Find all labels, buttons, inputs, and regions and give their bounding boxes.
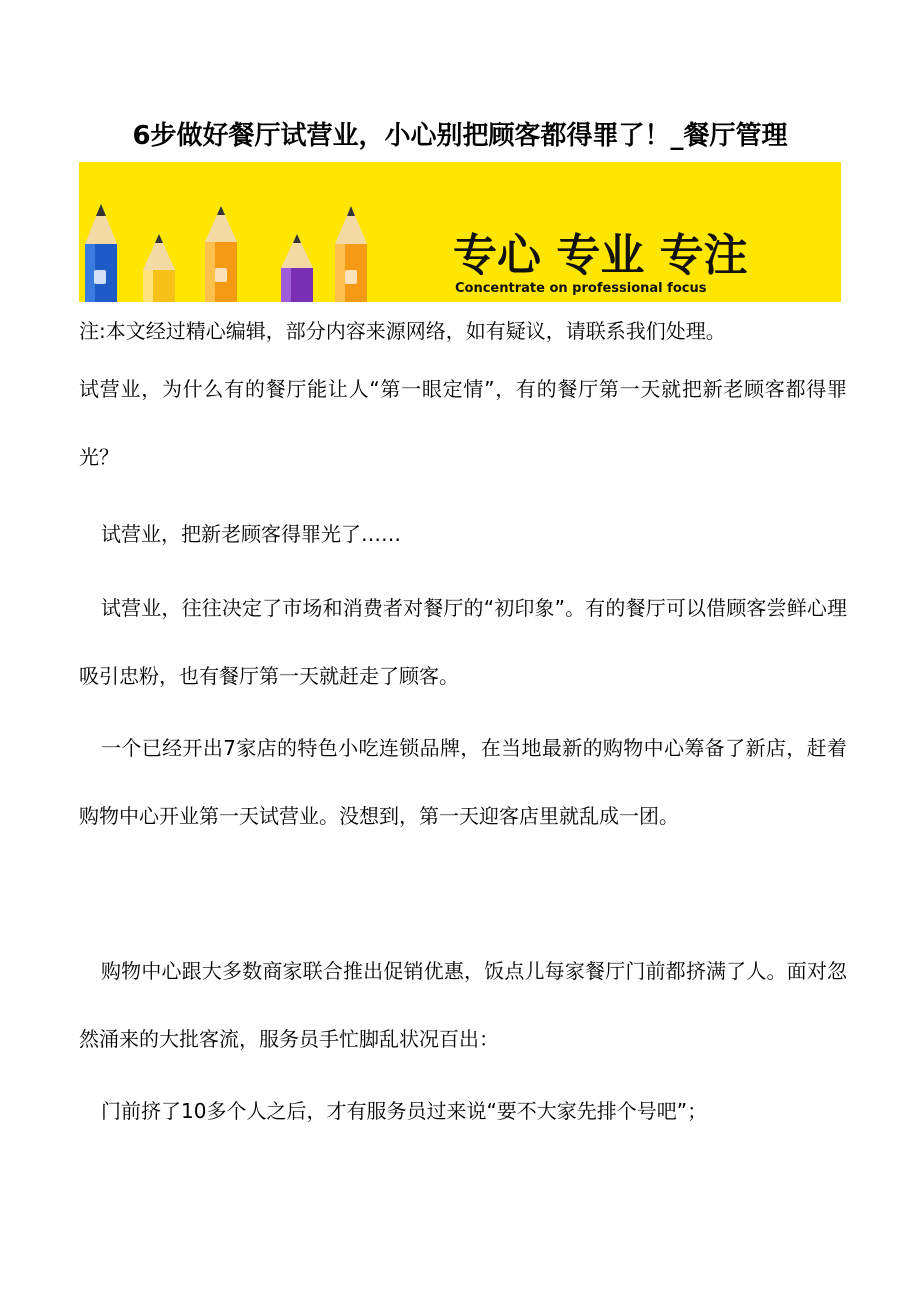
paragraph-intro: 试营业，为什么有的餐厅能让人“第一眼定情”，有的餐厅第一天就把新老顾客都得罪光？ xyxy=(79,377,847,469)
page-title: 6步做好餐厅试营业，小心别把顾客都得罪了！_餐厅管理 xyxy=(132,121,788,151)
banner-image xyxy=(79,162,841,302)
editorial-note: 注:本文经过精心编辑，部分内容来源网络，如有疑议，请联系我们处理。 xyxy=(79,319,726,343)
paragraph-promotion: 购物中心跟大多数商家联合推出促销优惠，饭点儿每家餐厅门前都挤满了人。面对忽然涌来的大批客流，服务员手忙脚乱状况百出： xyxy=(79,959,847,1051)
paragraph-chain-brand: 一个已经开出7家店的特色小吃连锁品牌，在当地最新的购物中心筹备了新店，赶着购物中心开业第一天试营业。没想到，第一天迎客店里就乱成一团。 xyxy=(79,736,847,828)
paragraph-heading: 试营业，把新老顾客得罪光了…… xyxy=(101,522,401,546)
paragraph-first-impression: 试营业，往往决定了市场和消费者对餐厅的“初印象”。有的餐厅可以借顾客尝鲜心理吸引忠粉，也有餐厅第一天就赶走了顾客。 xyxy=(79,596,847,688)
paragraph-queue: 门前挤了10多个人之后，才有服务员过来说“要不大家先排个号吧”； xyxy=(101,1099,708,1123)
banner-slogan: 专心 专业 专注 xyxy=(453,230,748,281)
banner-subtitle: Concentrate on professional focus xyxy=(455,281,707,296)
